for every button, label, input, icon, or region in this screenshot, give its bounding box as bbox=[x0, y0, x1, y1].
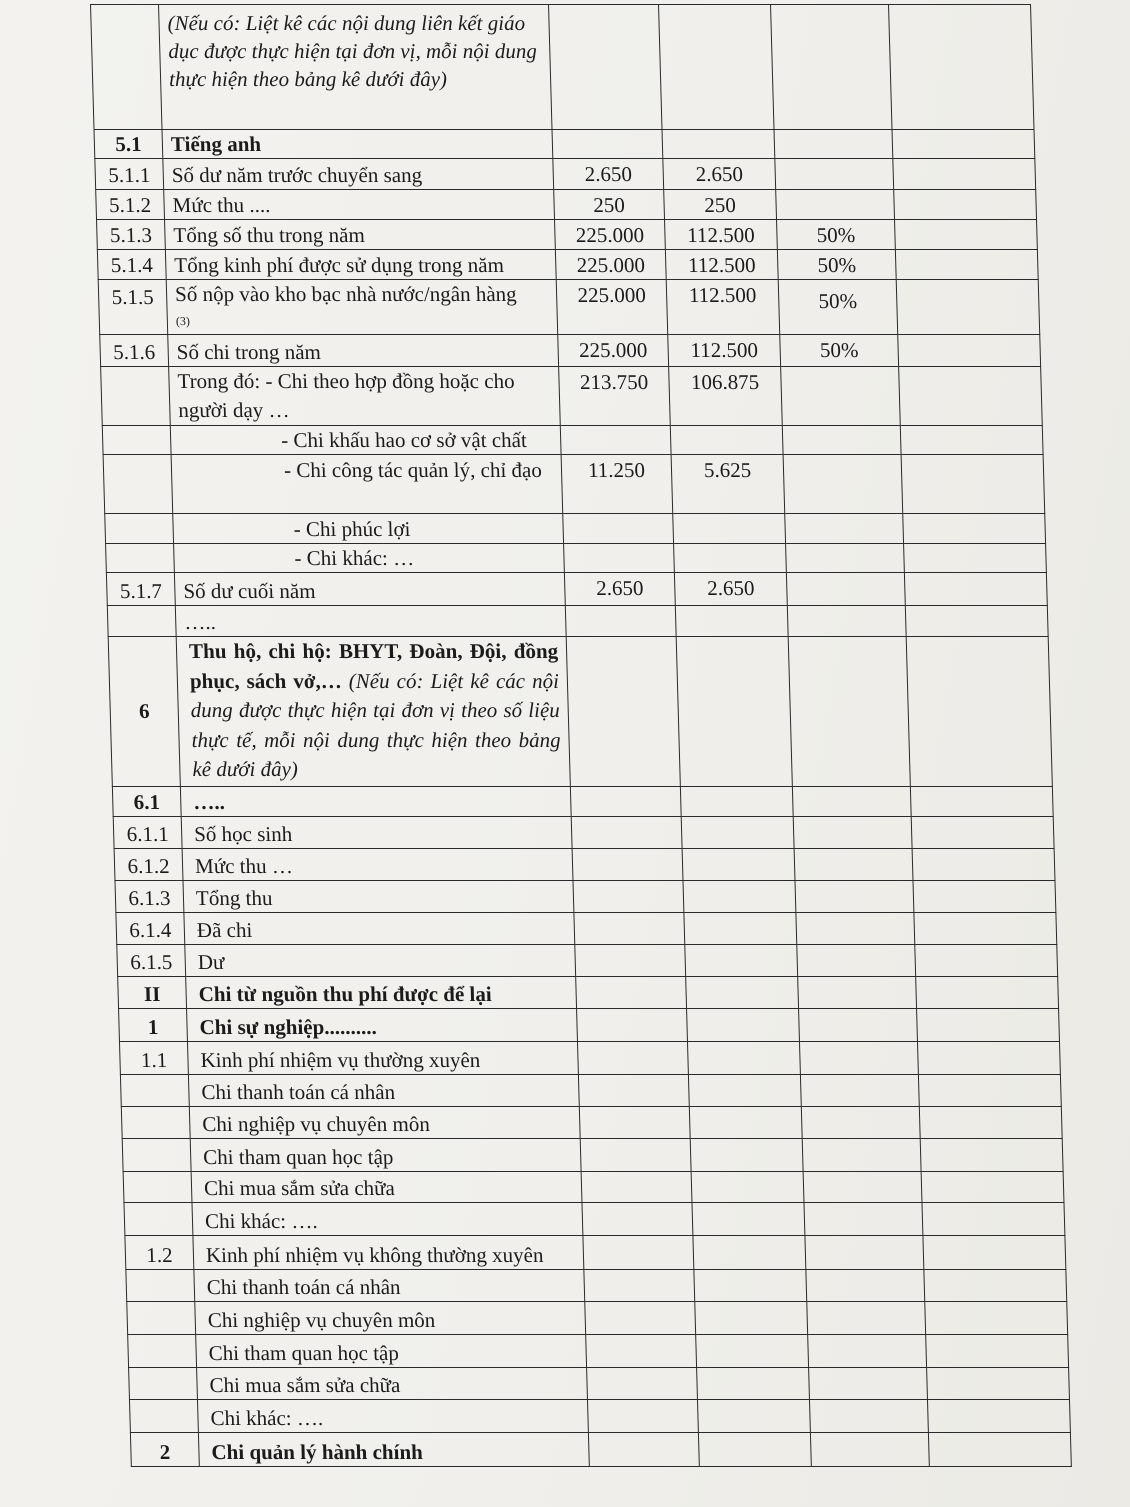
row-value-1 bbox=[563, 514, 674, 544]
row-value-1: 213.750 bbox=[559, 367, 671, 426]
row-content-bold: Thu hộ, chi hộ: BHYT, Đoàn, Đội, đồng phục, sách vở,… bbox=[188, 639, 559, 693]
row-value-1 bbox=[580, 1139, 691, 1172]
table-row bbox=[124, 1203, 1065, 1236]
row-stt: 5.1.7 bbox=[106, 573, 175, 606]
row-value-2 bbox=[687, 1009, 800, 1042]
row-value-4 bbox=[904, 544, 1047, 573]
row-value-4 bbox=[903, 514, 1046, 544]
table-row bbox=[130, 1433, 1071, 1467]
row-stt: 1 bbox=[119, 1009, 188, 1042]
row-content: Tổng kinh phí được sử dụng trong năm bbox=[165, 250, 556, 280]
row-value-2: 112.500 bbox=[668, 335, 781, 367]
table-row bbox=[121, 1107, 1062, 1139]
row-stt bbox=[102, 426, 171, 455]
row-stt: 5.1.4 bbox=[97, 250, 166, 280]
row-value-4 bbox=[895, 220, 1038, 250]
row-content: Số dư năm trước chuyển sang bbox=[163, 159, 554, 190]
table-row bbox=[94, 130, 1035, 159]
row-stt bbox=[128, 1335, 197, 1368]
row-content: Kinh phí nhiệm vụ không thường xuyên bbox=[193, 1236, 584, 1270]
row-value-2 bbox=[691, 1172, 804, 1203]
row-value-4 bbox=[900, 426, 1043, 455]
row-content: Chi nghiệp vụ chuyên môn bbox=[195, 1302, 586, 1335]
row-value-3 bbox=[774, 130, 893, 159]
row-value-1 bbox=[586, 1335, 697, 1368]
row-value-3 bbox=[788, 637, 910, 787]
row-content: Chi mua sắm sửa chữa bbox=[197, 1368, 588, 1400]
row-value-2 bbox=[695, 1302, 808, 1335]
table-row bbox=[97, 220, 1038, 250]
row-value-1: 225.000 bbox=[558, 335, 669, 367]
row-value-4 bbox=[901, 455, 1045, 514]
row-stt: 6.1 bbox=[112, 787, 181, 817]
row-value-1: 2.650 bbox=[553, 159, 664, 190]
row-content: Dư bbox=[185, 945, 576, 977]
row-value-4 bbox=[916, 977, 1059, 1009]
row-value-4 bbox=[906, 637, 1052, 787]
row-content: Chi thanh toán cá nhân bbox=[188, 1075, 579, 1107]
row-value-1 bbox=[560, 426, 671, 455]
row-stt: 6.1.2 bbox=[114, 849, 183, 881]
row-value-1: 225.000 bbox=[555, 250, 666, 280]
row-content: Số dư cuối năm bbox=[174, 573, 565, 606]
row-content: Số chi trong năm bbox=[168, 335, 559, 367]
row-content: - Chi khấu hao cơ sở vật chất bbox=[170, 426, 561, 455]
table-row bbox=[100, 335, 1041, 367]
row-value-4 bbox=[925, 1302, 1068, 1335]
row-value-3 bbox=[786, 544, 905, 573]
row-value-2 bbox=[687, 1042, 800, 1075]
row-value-1 bbox=[552, 130, 663, 159]
row-content: Chi tham quan học tập bbox=[190, 1139, 581, 1172]
table-row bbox=[119, 1009, 1060, 1042]
row-value-2: 106.875 bbox=[669, 367, 783, 426]
row-content: Số học sinh bbox=[181, 817, 572, 849]
table-row bbox=[97, 250, 1038, 280]
row-stt: 6.1.1 bbox=[113, 817, 182, 849]
table-row bbox=[102, 426, 1043, 455]
row-value-3 bbox=[782, 426, 901, 455]
row-stt: 1.2 bbox=[125, 1236, 194, 1270]
row-value-3 bbox=[800, 1075, 919, 1107]
row-value-2 bbox=[662, 130, 775, 159]
row-value-2 bbox=[680, 787, 793, 817]
row-value-4 bbox=[917, 1009, 1060, 1042]
table-row bbox=[119, 1042, 1060, 1075]
table-row bbox=[108, 637, 1052, 787]
row-value-1 bbox=[587, 1368, 698, 1400]
table-row bbox=[115, 881, 1056, 913]
row-stt: 5.1.6 bbox=[100, 335, 169, 367]
row-content: Đã chi bbox=[184, 913, 575, 945]
row-value-3 bbox=[793, 817, 912, 849]
table-row bbox=[126, 1270, 1067, 1302]
row-value-4 bbox=[912, 849, 1055, 881]
row-value-2 bbox=[689, 1107, 802, 1139]
row-value-3 bbox=[798, 977, 917, 1009]
row-value-1 bbox=[576, 977, 687, 1009]
row-stt bbox=[101, 367, 171, 426]
row-value-2 bbox=[693, 1236, 806, 1270]
footnote-marker: (3) bbox=[175, 314, 191, 328]
row-value-4 bbox=[926, 1335, 1069, 1368]
row-content: Chi sự nghiệp.......... bbox=[187, 1009, 578, 1042]
row-value-4 bbox=[920, 1139, 1063, 1172]
row-value-3 bbox=[783, 455, 903, 514]
row-stt bbox=[121, 1107, 190, 1139]
row-value-3 bbox=[809, 1368, 928, 1400]
row-value-2 bbox=[698, 1433, 811, 1467]
row-value-4 bbox=[889, 5, 1034, 130]
row-stt: 6 bbox=[108, 637, 180, 787]
row-stt bbox=[127, 1302, 196, 1335]
row-content: ….. bbox=[180, 787, 571, 817]
row-value-2 bbox=[688, 1075, 801, 1107]
row-value-3 bbox=[802, 1139, 921, 1172]
table-row bbox=[98, 280, 1040, 335]
row-stt: 5.1.5 bbox=[98, 280, 168, 335]
row-value-1 bbox=[577, 1009, 688, 1042]
row-value-1 bbox=[571, 817, 682, 849]
financial-table bbox=[90, 4, 1072, 1467]
row-value-3 bbox=[775, 159, 894, 190]
table-row bbox=[122, 1139, 1063, 1172]
row-stt bbox=[123, 1172, 192, 1203]
row-stt bbox=[122, 1139, 191, 1172]
row-stt bbox=[91, 5, 162, 130]
row-content: ….. bbox=[175, 606, 566, 637]
row-value-4 bbox=[921, 1172, 1064, 1203]
row-value-1 bbox=[588, 1433, 699, 1467]
row-content: Chi mua sắm sửa chữa bbox=[191, 1172, 582, 1203]
row-value-3 bbox=[809, 1400, 928, 1433]
row-value-1 bbox=[574, 913, 685, 945]
row-stt: 5.1.2 bbox=[96, 190, 165, 220]
row-content: - Chi công tác quản lý, chỉ đạo bbox=[171, 455, 563, 514]
row-value-2 bbox=[697, 1400, 810, 1433]
row-value-3 bbox=[799, 1042, 918, 1075]
row-stt: 2 bbox=[130, 1433, 199, 1467]
row-value-1 bbox=[577, 1042, 688, 1075]
row-value-3 bbox=[804, 1203, 923, 1236]
row-value-1 bbox=[573, 881, 684, 913]
row-value-3: 50% bbox=[777, 220, 896, 250]
row-value-1: 225.000 bbox=[556, 280, 668, 335]
row-value-3 bbox=[776, 190, 895, 220]
row-value-3 bbox=[808, 1335, 927, 1368]
row-value-1 bbox=[566, 637, 680, 787]
row-value-1: 2.650 bbox=[564, 573, 675, 606]
row-value-2: 2.650 bbox=[674, 573, 787, 606]
row-value-4 bbox=[892, 130, 1035, 159]
table-row bbox=[101, 367, 1043, 426]
row-value-2 bbox=[686, 977, 799, 1009]
table-row bbox=[105, 514, 1046, 544]
row-value-1: 225.000 bbox=[555, 220, 666, 250]
row-value-2 bbox=[684, 913, 797, 945]
table-row bbox=[127, 1302, 1068, 1335]
table-row bbox=[128, 1335, 1069, 1368]
table-row bbox=[116, 913, 1057, 945]
row-content: (Nếu có: Liệt kê các nội dung liên kết giáo dục được thực hiện tại đơn vị, mỗi nội dung thực hiện theo bảng kê dưới đây) bbox=[159, 5, 552, 130]
row-value-2 bbox=[696, 1335, 809, 1368]
row-value-2 bbox=[683, 881, 796, 913]
row-stt: II bbox=[118, 977, 187, 1009]
row-stt bbox=[129, 1400, 198, 1433]
row-value-3: 50% bbox=[780, 335, 899, 367]
row-value-4 bbox=[919, 1107, 1062, 1139]
row-stt: 6.1.5 bbox=[117, 945, 186, 977]
row-value-4 bbox=[904, 573, 1047, 606]
row-value-1: 250 bbox=[554, 190, 665, 220]
row-content: Chi quản lý hành chính bbox=[198, 1433, 589, 1467]
table-row bbox=[112, 787, 1053, 817]
row-value-2 bbox=[675, 606, 788, 637]
row-value-4 bbox=[894, 190, 1037, 220]
row-value-4 bbox=[918, 1075, 1061, 1107]
row-value-4 bbox=[893, 159, 1036, 190]
row-content: - Chi phúc lợi bbox=[173, 514, 564, 544]
row-stt bbox=[107, 606, 176, 637]
row-value-2 bbox=[685, 945, 798, 977]
row-value-4 bbox=[911, 817, 1054, 849]
row-content: - Chi khác: … bbox=[174, 544, 565, 573]
row-value-3 bbox=[795, 881, 914, 913]
table-row bbox=[118, 977, 1059, 1009]
row-value-4 bbox=[898, 335, 1041, 367]
row-content: Chi thanh toán cá nhân bbox=[194, 1270, 585, 1302]
row-value-4 bbox=[896, 280, 1040, 335]
row-content: Chi nghiệp vụ chuyên môn bbox=[189, 1107, 580, 1139]
row-value-4 bbox=[915, 945, 1058, 977]
row-content: Chi khác: …. bbox=[197, 1400, 588, 1433]
table-row bbox=[96, 190, 1037, 220]
row-content: Trong đó: - Chi theo hợp đồng hoặc cho người dạy … bbox=[169, 367, 561, 426]
row-value-4 bbox=[895, 250, 1038, 280]
row-value-3 bbox=[803, 1172, 922, 1203]
table-row bbox=[114, 849, 1055, 881]
row-content: Tổng số thu trong năm bbox=[165, 220, 556, 250]
row-value-2 bbox=[694, 1270, 807, 1302]
row-value-3 bbox=[787, 606, 906, 637]
row-value-3 bbox=[794, 849, 913, 881]
row-value-4 bbox=[917, 1042, 1060, 1075]
row-value-2 bbox=[673, 514, 786, 544]
row-stt: 6.1.3 bbox=[115, 881, 184, 913]
row-value-2 bbox=[682, 849, 795, 881]
row-value-2 bbox=[676, 637, 792, 787]
row-value-3 bbox=[801, 1107, 920, 1139]
row-value-4 bbox=[927, 1368, 1070, 1400]
row-stt bbox=[103, 455, 173, 514]
row-value-3 bbox=[810, 1433, 929, 1467]
row-value-1 bbox=[575, 945, 686, 977]
row-value-4 bbox=[905, 606, 1048, 637]
row-value-4 bbox=[928, 1433, 1071, 1467]
row-value-2 bbox=[670, 426, 783, 455]
row-value-3: 50% bbox=[777, 250, 896, 280]
table-row bbox=[107, 606, 1048, 637]
row-content: Tổng thu bbox=[183, 881, 574, 913]
row-content: Chi tham quan học tập bbox=[196, 1335, 587, 1368]
row-value-1 bbox=[585, 1302, 696, 1335]
row-value-1 bbox=[579, 1107, 690, 1139]
row-value-4 bbox=[910, 787, 1053, 817]
row-value-1 bbox=[565, 606, 676, 637]
row-content-italic: (Nếu có: Liệt kê các nội dung được thực hiện tại đơn vị theo số liệu thực tế, mỗi nội dung thực hiện theo bảng kê dưới đây) bbox=[190, 668, 561, 781]
table-row bbox=[103, 455, 1045, 514]
table-row bbox=[113, 817, 1054, 849]
row-value-2: 5.625 bbox=[671, 455, 785, 514]
row-value-4 bbox=[913, 881, 1056, 913]
row-value-1 bbox=[583, 1236, 694, 1270]
row-value-4 bbox=[924, 1270, 1067, 1302]
row-value-3 bbox=[786, 573, 905, 606]
row-value-3 bbox=[792, 787, 911, 817]
row-value-2: 250 bbox=[664, 190, 777, 220]
row-stt bbox=[126, 1270, 195, 1302]
table-row bbox=[106, 544, 1047, 573]
row-stt: 5.1 bbox=[94, 130, 163, 159]
row-stt: 5.1.1 bbox=[95, 159, 164, 190]
row-content: Số nộp vào kho bạc nhà nước/ngân hàng bbox=[174, 282, 517, 306]
row-stt bbox=[129, 1368, 198, 1400]
row-value-3: 50% bbox=[778, 280, 898, 335]
table-row bbox=[91, 5, 1034, 130]
row-value-1 bbox=[578, 1075, 689, 1107]
row-value-3 bbox=[805, 1236, 924, 1270]
table-row bbox=[120, 1075, 1061, 1107]
row-value-2: 2.650 bbox=[663, 159, 776, 190]
row-value-2: 112.500 bbox=[666, 280, 780, 335]
row-value-2: 112.500 bbox=[665, 250, 778, 280]
row-content: Mức thu … bbox=[182, 849, 573, 881]
row-value-1 bbox=[582, 1203, 693, 1236]
row-content: Tiếng anh bbox=[162, 130, 553, 159]
row-value-4 bbox=[927, 1400, 1070, 1433]
row-value-3 bbox=[807, 1302, 926, 1335]
row-stt bbox=[124, 1203, 193, 1236]
row-content: Chi khác: …. bbox=[192, 1203, 583, 1236]
row-stt bbox=[106, 544, 175, 573]
row-stt bbox=[105, 514, 174, 544]
row-value-1 bbox=[570, 787, 681, 817]
table-row bbox=[129, 1400, 1070, 1433]
row-value-2 bbox=[690, 1139, 803, 1172]
row-content: Chi từ nguồn thu phí được để lại bbox=[186, 977, 577, 1009]
row-value-2 bbox=[674, 544, 787, 573]
row-value-3 bbox=[797, 945, 916, 977]
row-value-3 bbox=[796, 913, 915, 945]
row-value-4 bbox=[899, 367, 1043, 426]
row-value-4 bbox=[923, 1236, 1066, 1270]
row-content: Kinh phí nhiệm vụ thường xuyên bbox=[187, 1042, 578, 1075]
row-value-4 bbox=[914, 913, 1057, 945]
row-content: Mức thu .... bbox=[164, 190, 555, 220]
row-stt: 5.1.3 bbox=[97, 220, 166, 250]
table-row bbox=[117, 945, 1058, 977]
document-page bbox=[90, 4, 1130, 1504]
row-value-1 bbox=[584, 1270, 695, 1302]
table-row bbox=[95, 159, 1036, 190]
table-row bbox=[123, 1172, 1064, 1203]
row-value-2 bbox=[681, 817, 794, 849]
row-value-4 bbox=[922, 1203, 1065, 1236]
table-row bbox=[106, 573, 1047, 606]
row-value-3 bbox=[781, 367, 901, 426]
row-value-2 bbox=[659, 5, 774, 130]
row-value-3 bbox=[806, 1270, 925, 1302]
row-value-1: 11.250 bbox=[561, 455, 673, 514]
row-value-2 bbox=[697, 1368, 810, 1400]
row-value-1 bbox=[549, 5, 662, 130]
row-value-1 bbox=[587, 1400, 698, 1433]
row-value-3 bbox=[785, 514, 904, 544]
row-stt: 6.1.4 bbox=[116, 913, 185, 945]
table-row bbox=[129, 1368, 1070, 1400]
row-value-2 bbox=[692, 1203, 805, 1236]
row-value-1 bbox=[564, 544, 675, 573]
row-stt: 1.1 bbox=[119, 1042, 188, 1075]
row-value-1 bbox=[581, 1172, 692, 1203]
row-value-3 bbox=[799, 1009, 918, 1042]
row-value-1 bbox=[572, 849, 683, 881]
table-row bbox=[125, 1236, 1066, 1270]
row-value-2: 112.500 bbox=[665, 220, 778, 250]
row-value-3 bbox=[771, 5, 892, 130]
row-stt bbox=[120, 1075, 189, 1107]
